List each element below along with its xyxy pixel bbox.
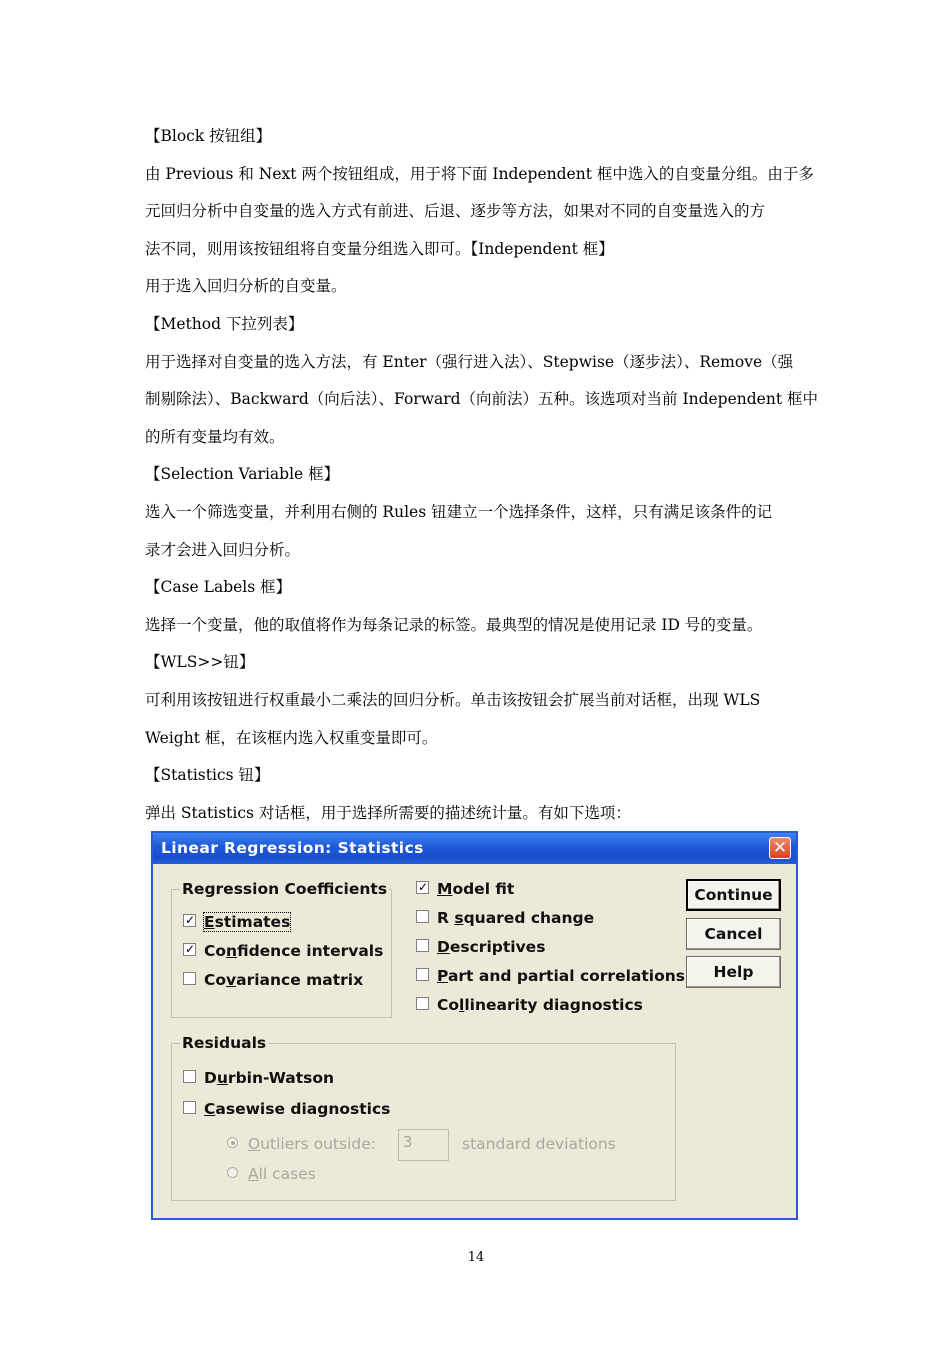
confidence-intervals-checkbox[interactable]: [183, 941, 383, 961]
collinearity-diagnostics-checkbox[interactable]: [416, 995, 643, 1015]
paragraph-line: 制剔除法）、Backward（向后法）、Forward（向前法）五种。该选项对当前 Independent 框中: [145, 390, 818, 409]
checkbox-box[interactable]: [416, 939, 429, 952]
paragraph-line: 选入一个筛选变量，并利用右侧的 Rules 钮建立一个选择条件，这样，只有满足该条件的记: [145, 502, 773, 521]
estimates-checkbox[interactable]: [183, 912, 290, 932]
descriptives-checkbox[interactable]: [416, 937, 545, 957]
model-fit-label: Model fit: [437, 880, 515, 898]
continue-button[interactable]: Continue: [686, 879, 781, 911]
confidence-intervals-label: Confidence intervals: [204, 942, 384, 960]
casewise-diagnostics-label: Casewise diagnostics: [204, 1100, 391, 1118]
durbin-watson-checkbox[interactable]: [183, 1068, 334, 1088]
paragraph-line: 弹出 Statistics 对话框，用于选择所需要的描述统计量。有如下选项：: [145, 803, 631, 822]
check-icon: ✓: [184, 913, 196, 927]
paragraph-line: 的所有变量均有效。: [145, 427, 285, 446]
paragraph-line: 由 Previous 和 Next 两个按钮组成，用于将下面 Independent 框中选入的自变量分组。由于多: [145, 164, 814, 183]
estimates-label: Estimates: [204, 913, 291, 931]
heading-selection-variable: 【Selection Variable 框】: [145, 465, 340, 484]
heading-case-labels: 【Case Labels 框】: [145, 578, 292, 597]
paragraph-line: 法不同，则用该按钮组将自变量分组选入即可。【Independent 框】: [145, 239, 614, 258]
part-partial-correlations-label: Part and partial correlations: [437, 967, 685, 985]
residuals-label: Residuals: [182, 1034, 267, 1052]
check-icon: ✓: [184, 942, 196, 956]
r-squared-change-checkbox[interactable]: [416, 908, 594, 928]
casewise-diagnostics-checkbox[interactable]: [183, 1099, 390, 1119]
check-icon: ✓: [417, 880, 429, 894]
body-text: [145, 118, 818, 832]
collinearity-diagnostics-label: Collinearity diagnostics: [437, 996, 643, 1014]
regression-coefficients-group: [171, 880, 392, 1018]
checkbox-box[interactable]: [183, 943, 196, 956]
page-number: 14: [467, 1250, 485, 1265]
descriptives-label: Descriptives: [437, 938, 546, 956]
paragraph-line: 录才会进入回归分析。: [145, 540, 301, 559]
paragraph-line: 用于选择对自变量的选入方法，有 Enter（强行进入法）、Stepwise（逐步法）、Remove（强: [145, 352, 794, 371]
checkbox-box[interactable]: [416, 968, 429, 981]
close-icon[interactable]: ✕: [769, 837, 791, 859]
heading-wls: 【WLS>>钮】: [145, 653, 255, 672]
title-bar[interactable]: [153, 833, 796, 864]
paragraph-line: 选择一个变量，他的取值将作为每条记录的标签。最典型的情况是使用记录 ID 号的变量。: [145, 615, 763, 634]
checkbox-box[interactable]: [183, 1070, 196, 1083]
outliers-outside-radio[interactable]: [227, 1134, 376, 1154]
paragraph-line: 可利用该按钮进行权重最小二乘法的回归分析。单击该按钮会扩展当前对话框，出现 WLS: [145, 690, 761, 709]
covariance-matrix-checkbox[interactable]: [183, 970, 363, 990]
help-button[interactable]: Help: [686, 956, 781, 988]
cancel-button[interactable]: Cancel: [686, 918, 781, 950]
durbin-watson-label: Durbin-Watson: [204, 1069, 335, 1087]
standard-deviations-label: standard deviations: [462, 1135, 616, 1153]
checkbox-box[interactable]: [416, 881, 429, 894]
statistics-dialog: [151, 831, 798, 1220]
heading-method-list: 【Method 下拉列表】: [145, 314, 304, 333]
outliers-outside-label: Outliers outside:: [248, 1135, 376, 1153]
r-squared-change-label: R squared change: [437, 909, 595, 927]
paragraph-line: 用于选入回归分析的自变量。: [145, 277, 347, 296]
checkbox-box[interactable]: [416, 997, 429, 1010]
radio-dot-icon: [231, 1141, 235, 1145]
part-partial-correlations-checkbox[interactable]: [416, 966, 685, 986]
checkbox-box[interactable]: [416, 910, 429, 923]
all-cases-label: All cases: [248, 1165, 316, 1183]
checkbox-box[interactable]: [183, 972, 196, 985]
model-fit-checkbox[interactable]: [416, 879, 514, 899]
checkbox-box[interactable]: [183, 1101, 196, 1114]
regression-coefficients-label: Regression Coefficients: [182, 880, 388, 898]
paragraph-line: 元回归分析中自变量的选入方式有前进、后退、逐步等方法，如果对不同的自变量选入的方: [145, 202, 766, 221]
outliers-std-dev-input[interactable]: 3: [398, 1129, 449, 1161]
checkbox-box[interactable]: [183, 914, 196, 927]
all-cases-radio[interactable]: [227, 1164, 316, 1184]
paragraph-line: Weight 框，在该框内选入权重变量即可。: [145, 728, 438, 747]
dialog-title: Linear Regression: Statistics: [161, 839, 424, 857]
covariance-matrix-label: Covariance matrix: [204, 971, 364, 989]
radio-button[interactable]: [227, 1167, 238, 1178]
radio-button[interactable]: [227, 1137, 238, 1148]
heading-statistics: 【Statistics 钮】: [145, 766, 270, 785]
heading-block-buttons: 【Block 按钮组】: [145, 127, 272, 145]
residuals-group: [171, 1034, 676, 1201]
